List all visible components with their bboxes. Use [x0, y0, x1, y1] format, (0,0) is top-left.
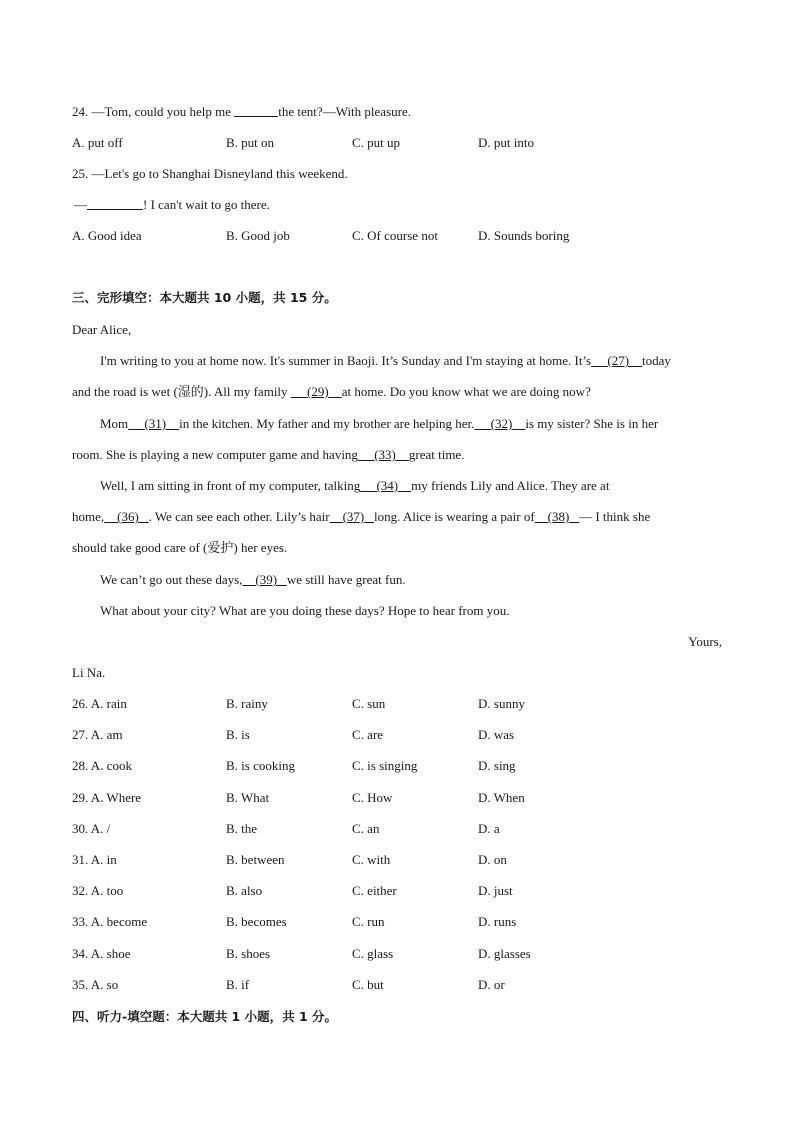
passage-text: at home. Do you know what we are doing now? [341, 384, 591, 399]
option-d[interactable]: D. put into [478, 135, 534, 150]
option-b[interactable]: B. between [226, 852, 285, 867]
option-a[interactable]: 27. A. am [72, 727, 123, 742]
option-c[interactable]: C. is singing [352, 758, 418, 773]
blank-label: (29) [307, 384, 329, 399]
option-a[interactable]: 35. A. so [72, 977, 119, 992]
option-d[interactable]: D. Sounds boring [478, 228, 570, 243]
section-4-heading: 四、听力-填空题：本大题共 1 小题，共 1 分。 [72, 1009, 337, 1024]
passage-line-7: should take good care of (爱护) her eyes. [72, 540, 288, 555]
passage-text: in the kitchen. My father and my brother are helping her. [179, 416, 475, 431]
option-c[interactable]: C. but [352, 977, 384, 992]
blank-label: (39) [255, 572, 278, 587]
passage-text: We can’t go out these days, [100, 572, 243, 587]
question-row [72, 790, 722, 806]
passage-text: my friends Lily and Alice. They are at [411, 478, 610, 493]
passage-text: . We can see each other. Lily’s hair [148, 509, 330, 524]
passage-text: I'm writing to you at home now. It's summer in Baoji. It’s Sunday and I'm staying at home. It’s [100, 353, 592, 368]
option-b[interactable]: B. Good job [226, 228, 290, 243]
blank-29[interactable] [291, 384, 342, 399]
passage-text: and the road is wet (湿的). All my family [72, 384, 291, 399]
blank-label: (38) [547, 509, 570, 524]
option-c[interactable]: C. are [352, 727, 384, 742]
option-b[interactable]: B. shoes [226, 946, 271, 961]
q25-reply-dash: — [74, 197, 87, 212]
blank-label: (27) [607, 353, 630, 368]
q24-stem-end: the tent?—With pleasure. [278, 104, 411, 119]
option-d[interactable]: D. glasses [478, 946, 531, 961]
option-d[interactable]: D. sing [478, 758, 516, 773]
option-d[interactable]: D. on [478, 852, 507, 867]
option-c[interactable]: C. run [352, 914, 385, 929]
option-c[interactable]: C. with [352, 852, 391, 867]
blank-36[interactable] [104, 509, 148, 524]
blank-37[interactable] [330, 509, 374, 524]
option-b[interactable]: B. the [226, 821, 258, 836]
blank-label: (37) [342, 509, 365, 524]
option-a[interactable]: 30. A. / [72, 821, 111, 836]
option-c[interactable]: C. an [352, 821, 380, 836]
option-a[interactable]: 32. A. too [72, 883, 124, 898]
option-d[interactable]: D. just [478, 883, 513, 898]
option-c[interactable]: C. How [352, 790, 393, 805]
question-25-options [72, 228, 722, 244]
blank-label: (32) [490, 416, 513, 431]
option-c[interactable]: C. either [352, 883, 397, 898]
passage-line-4 [72, 447, 464, 463]
option-c[interactable]: C. sun [352, 696, 386, 711]
blank-31[interactable] [128, 416, 179, 431]
option-b[interactable]: B. put on [226, 135, 275, 150]
passage-text: — I think she [579, 509, 651, 524]
question-row [72, 946, 722, 962]
passage-line-5 [100, 478, 609, 494]
option-a[interactable]: A. put off [72, 135, 123, 150]
option-b[interactable]: B. also [226, 883, 263, 898]
blank-34[interactable] [360, 478, 411, 493]
question-row [72, 883, 722, 899]
question-row [72, 696, 722, 712]
option-c[interactable]: C. glass [352, 946, 394, 961]
passage-text: great time. [408, 447, 465, 462]
answer-blank[interactable] [234, 104, 278, 117]
question-row [72, 914, 722, 930]
letter-salutation: Dear Alice, [72, 322, 132, 337]
question-row [72, 852, 722, 868]
option-d[interactable]: D. sunny [478, 696, 525, 711]
answer-blank[interactable] [87, 197, 143, 210]
question-row [72, 727, 722, 743]
passage-text: room. She is playing a new computer game and having [72, 447, 358, 462]
blank-39[interactable] [242, 572, 286, 587]
option-a[interactable]: A. Good idea [72, 228, 142, 243]
passage-line-1 [100, 353, 671, 369]
option-d[interactable]: D. runs [478, 914, 517, 929]
question-25-stem: 25. —Let's go to Shanghai Disneyland this weekend. [72, 166, 348, 181]
option-b[interactable]: B. What [226, 790, 270, 805]
passage-line-9: What about your city? What are you doing these days? Hope to hear from you. [100, 603, 510, 618]
blank-label: (36) [117, 509, 139, 524]
letter-closing: Yours, [688, 634, 722, 649]
option-d[interactable]: D. was [478, 727, 515, 742]
option-a[interactable]: 34. A. shoe [72, 946, 131, 961]
passage-line-8 [100, 572, 406, 588]
option-b[interactable]: B. if [226, 977, 250, 992]
option-c[interactable]: C. put up [352, 135, 401, 150]
question-row [72, 758, 722, 774]
option-a[interactable]: 29. A. Where [72, 790, 142, 805]
passage-text: long. Alice is wearing a pair of [374, 509, 535, 524]
passage-text: home, [72, 509, 105, 524]
q25-reply-end: ! I can't wait to go there. [143, 197, 270, 212]
question-24-options [72, 135, 722, 151]
option-d[interactable]: D. When [478, 790, 525, 805]
passage-line-2 [72, 384, 591, 400]
blank-27[interactable] [591, 353, 642, 368]
option-c[interactable]: C. Of course not [352, 228, 438, 243]
passage-text: is my sister? She is in her [525, 416, 659, 431]
passage-text: today [642, 353, 671, 368]
question-row [72, 977, 722, 993]
option-d[interactable]: D. a [478, 821, 500, 836]
option-d[interactable]: D. or [478, 977, 505, 992]
option-a[interactable]: 31. A. in [72, 852, 117, 867]
section-3-heading: 三、完形填空：本大题共 10 小题，共 15 分。 [72, 290, 337, 305]
blank-32[interactable] [474, 416, 525, 431]
passage-text: we still have great fun. [286, 572, 406, 587]
q24-stem-start: 24. —Tom, could you help me [72, 104, 235, 119]
option-b[interactable]: B. is cooking [226, 758, 295, 773]
option-a[interactable]: 28. A. cook [72, 758, 132, 773]
question-25-reply [74, 197, 270, 213]
option-b[interactable]: B. rainy [226, 696, 268, 711]
option-a[interactable]: 33. A. become [72, 914, 148, 929]
blank-label: (31) [144, 416, 167, 431]
passage-text: Mom [100, 416, 129, 431]
blank-33[interactable] [358, 447, 409, 462]
blank-label: (34) [376, 478, 399, 493]
passage-text: Well, I am sitting in front of my computer, talking [100, 478, 361, 493]
blank-label: (33) [374, 447, 396, 462]
passage-line-3 [100, 416, 658, 432]
passage-line-6 [72, 509, 650, 525]
question-24-stem [72, 104, 411, 120]
option-b[interactable]: B. becomes [226, 914, 287, 929]
option-a[interactable]: 26. A. rain [72, 696, 127, 711]
question-row [72, 821, 722, 837]
option-b[interactable]: B. is [226, 727, 250, 742]
blank-38[interactable] [535, 509, 579, 524]
letter-signature: Li Na. [72, 665, 106, 680]
